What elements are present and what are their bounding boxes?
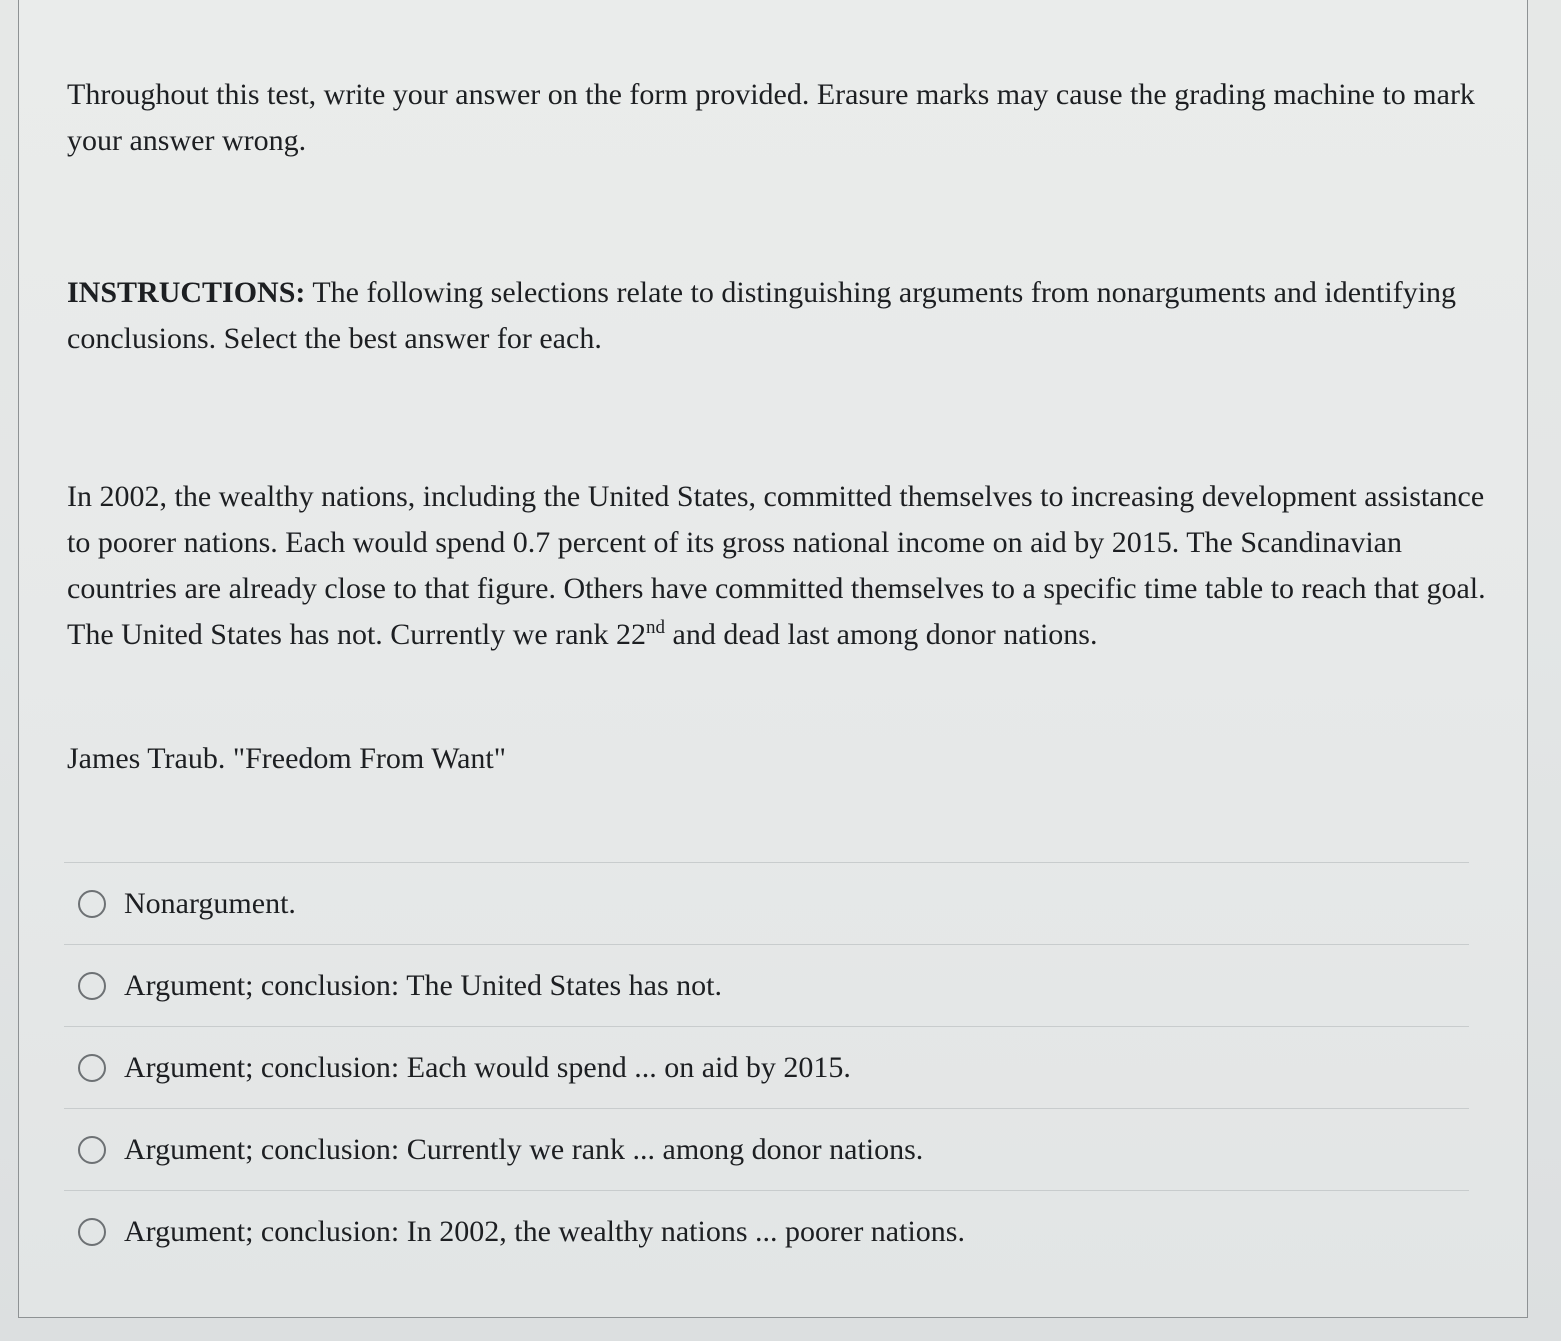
answer-option-in-2002[interactable] <box>64 1190 1469 1272</box>
answer-option-each-would-spend[interactable] <box>64 1026 1469 1108</box>
answer-option-nonargument[interactable] <box>64 862 1469 944</box>
passage-text-main: In 2002, the wealthy nations, including the United States, committed themselves to increasing development assistance to poorer nations. Each would spend 0.7 percent of its gross national income on aid by 2015. The Scandinavian countries are already close to that figure. Others have committed themselves to a specific time table to reach that goal. The United States has not. Currently we rank 22 <box>67 480 1486 651</box>
radio-button-icon[interactable] <box>78 1218 106 1246</box>
radio-button-icon[interactable] <box>78 972 106 1000</box>
question-card <box>18 0 1528 1318</box>
answer-option-united-states-has-not[interactable] <box>64 944 1469 1026</box>
instructions-body: The following selections relate to distinguishing arguments from nonarguments and identifying conclusions. Select the best answer for each. <box>67 276 1457 355</box>
answer-option-label: Nonargument. <box>124 886 296 920</box>
answer-option-label: Argument; conclusion: The United States has not. <box>124 968 722 1002</box>
passage-citation: James Traub. "Freedom From Want" <box>67 742 507 775</box>
test-intro-text: Throughout this test, write your answer on the form provided. Erasure marks may cause the grading machine to mark your answer wrong. <box>67 78 1475 157</box>
radio-button-icon[interactable] <box>78 1136 106 1164</box>
answer-option-currently-we-rank[interactable] <box>64 1108 1469 1190</box>
answer-option-label: Argument; conclusion: Currently we rank ... among donor nations. <box>124 1132 924 1166</box>
radio-button-icon[interactable] <box>78 1054 106 1082</box>
answer-options <box>64 862 1469 1272</box>
answer-option-label: Argument; conclusion: In 2002, the wealthy nations ... poorer nations. <box>124 1214 965 1248</box>
radio-button-icon[interactable] <box>78 890 106 918</box>
answer-option-label: Argument; conclusion: Each would spend ... on aid by 2015. <box>124 1050 851 1084</box>
question-passage <box>67 474 1487 658</box>
passage-superscript: nd <box>646 617 666 638</box>
instructions-label: INSTRUCTIONS: <box>67 276 306 309</box>
instructions-text <box>67 270 1487 362</box>
passage-text-end: and dead last among donor nations. <box>665 618 1098 651</box>
